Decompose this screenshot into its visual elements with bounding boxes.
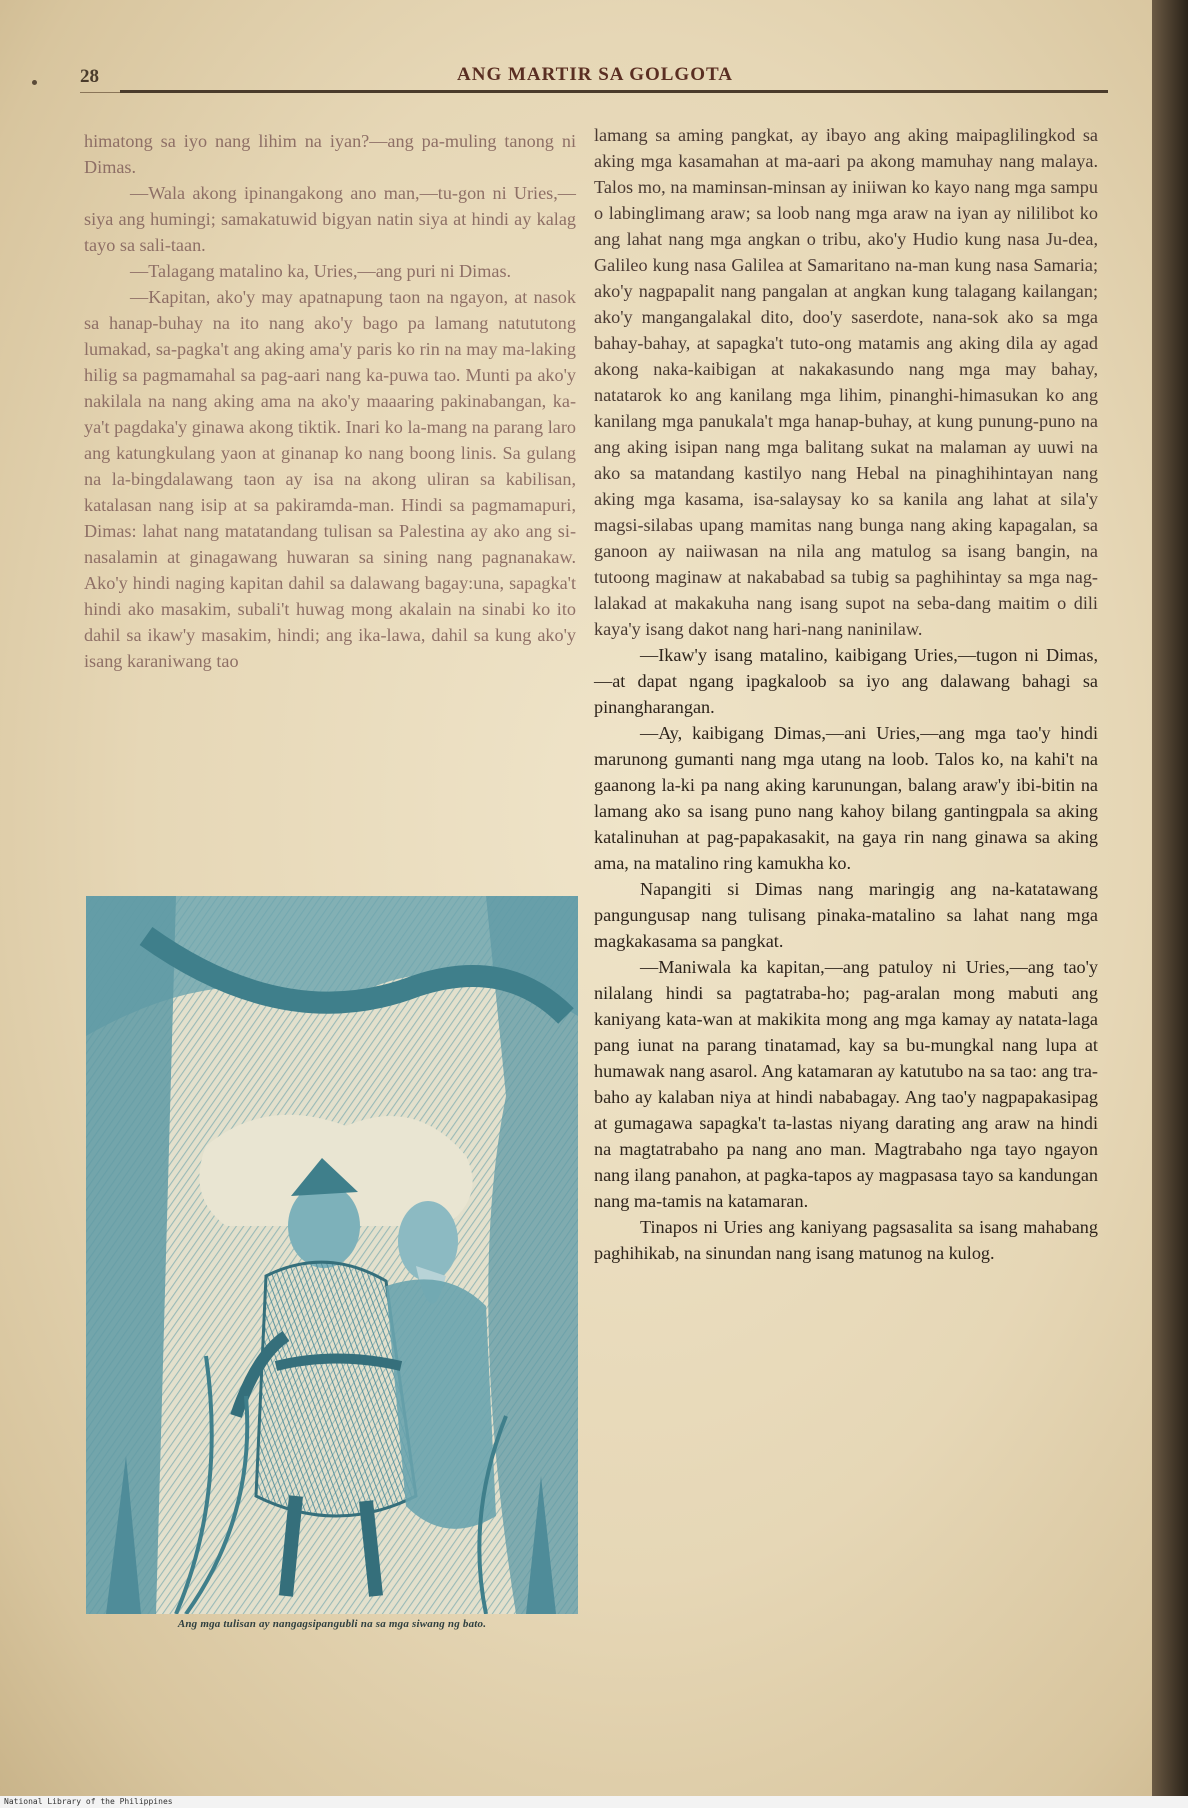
illustration-caption: Ang mga tulisan ay nangagsipangubli na sa mga siwang ng bato. <box>177 1618 487 1630</box>
paragraph: —Talagang matalino ka, Uries,—ang puri ni Dimas. <box>130 261 512 281</box>
paragraph: Napangiti si Dimas nang maringig ang na-katatawang pangungusap nang tulisang pinaka-matalino sa lahat nang mga magkakasama sa pangkat. <box>594 879 1098 951</box>
page-number: 28 <box>80 66 99 87</box>
paragraph: —Kapitan, ako'y may apatnapung taon na ngayon, at nasok sa hanap-buhay na ito nang ako'y bago pa lamang natututong lumakad, sa-pagka't ang aking ama'y paris ko rin na may ma-laking hilig sa pagmamahal sa pag-aari nang ka-puwa tao. Munti pa ako'y nakilala na nang aking ama na ako'y maaaring pakinabangan, ka-ya't pagdaka'y ginawa akong tiktik. Inari ko la-mang na parang laro ang katungkulang yaon at ginanap ko nang boong linis. Sa gulang na la-bingdalawang taon ay isa na akong uliran sa kabilisan, katalasan nang isip at sa pakiramda-man. Hindi sa pagmamapuri, Dimas: lahat nang matatandang tulisan sa Palestina ay ako ang si-nasalamin at ginagawang huwaran sa sining nang pagnanakaw. Ako'y hindi naging kapitan dahil sa dalawang bagay:una, sapagka't hindi ako masakim, subali't huwag mong akalain na sinabi ko ito dahil sa ikaw'y masakim, hindi; ang ika-lawa, dahil sa kung ako'y isang karaniwang tao <box>84 287 576 671</box>
margin-speck <box>32 80 37 85</box>
page-edge-shadow <box>1152 0 1188 1808</box>
paragraph: —Ay, kaibigang Dimas,—ani Uries,—ang mga tao'y hindi marunong gumanti nang mga utang na loob. Talos ko, na kahi't na gaanong la-ki pa nang aking karunungan, balang araw'y ibi-bitin na lamang ako sa isang puno nang kahoy bilang gantingpala sa aking katalinuhan at pag-papakasakit, na gaya rin nang ginawa sa aking ama, na matalino ring kamukha ko. <box>594 723 1098 873</box>
paragraph: Tinapos ni Uries ang kaniyang pagsasalita sa isang mahabang paghihikab, na sinundan nang isang matunog na kulog. <box>594 1217 1098 1263</box>
left-column-text <box>84 128 576 674</box>
paragraph: —Ikaw'y isang matalino, kaibigang Uries,—tugon ni Dimas,—at dapat ngang ipagkaloob sa iyo ang dalawang bahagi sa pinangharangan. <box>594 645 1098 717</box>
page-header <box>80 60 1110 94</box>
illustration-drawing <box>86 896 578 1614</box>
paragraph: lamang sa aming pangkat, ay ibayo ang aking maipaglilingkod sa aking mga kasamahan at ma-aari pa akong mamuhay nang malaya. Talos mo, na maminsan-minsan ay iniiwan ko kayo nang mga sampu o labinglimang araw; sa loob nang mga araw na iyan ay nililibot ko ang lahat nang mga angkan o tribu, ako'y Hudio kung nasa Ju-dea, Galileo kung nasa Galilea at Samaritano na-man kung nasa Samaria; ako'y nagpapalit nang pangalan at angkan kung talagang kailangan; ako'y mangangalakal dito, doo'y saserdote, nana-sok ako sa mga bahay-bahay, at sapagka't tuto-ong matamis ang aking dila ay agad akong naka-kaibigan at nakakasundo nang mga may bahay, natatarok ko ang kanilang mga lihim, pinanghi-himasukan ko ang kanilang mga panukala't mga hanap-buhay, at kung punung-puno na ang aking isipan nang mga balitang sukat na malaman ay uuwi na ako sa matandang kastilyo nang Hebal na pinaghihintayan nang aking mga kasama, isa-salaysay ko sa kanila ang lahat at sila'y magsi-silabas upang mamitas nang bunga nang aking kapagalan, sa ganoon ay naiiwasan na nila ang matulog sa isang bangin, na tutoong maginaw at nakababad sa tubig sa paghihintay sa mga nag-lalakad at makakuha nang isang supot na seba-dang maitim o dili kaya'y isang dakot nang hari-nang naninilaw. <box>594 125 1098 639</box>
paragraph: —Wala akong ipinangakong ano man,—tu-gon ni Uries,—siya ang humingi; samakatuwid bigyan natin siya at hindi ay kalag tayo sa sali-taan. <box>84 183 576 255</box>
library-credit: National Library of the Philippines <box>0 1796 1188 1808</box>
right-column-text <box>594 122 1098 1266</box>
paragraph: himatong sa iyo nang lihim na iyan?—ang pa-muling tanong ni Dimas. <box>84 131 576 177</box>
running-title: ANG MARTIR SA GOLGOTA <box>457 64 733 85</box>
woodcut-illustration <box>86 896 578 1614</box>
paragraph: —Maniwala ka kapitan,—ang patuloy ni Uries,—ang tao'y nilalang hindi sa pagtatraba-ho; pag-aralan mong mabuti ang kaniyang kata-wan at makikita mong ang mga kamay ay natata-laga pang iunat na parang tinatamad, kay sa bu-mungkal nang lupa at humawak nang asarol. Ang katamaran ay katutubo na sa tao: ang tra-baho ay kalaban niya at hindi nababagay. Ang tao'y nagpapakasipag at gumagawa sapagka't ta-lastas niyang darating ang araw na hindi na magtatrabaho pa nang ano man. Magtrabaho nga tayo ngayon nang ilang panahon, at pagka-tapos ay magpasasa tayo sa kandungan nang ma-tamis na katamaran. <box>594 957 1098 1211</box>
header-rule <box>120 90 1108 93</box>
